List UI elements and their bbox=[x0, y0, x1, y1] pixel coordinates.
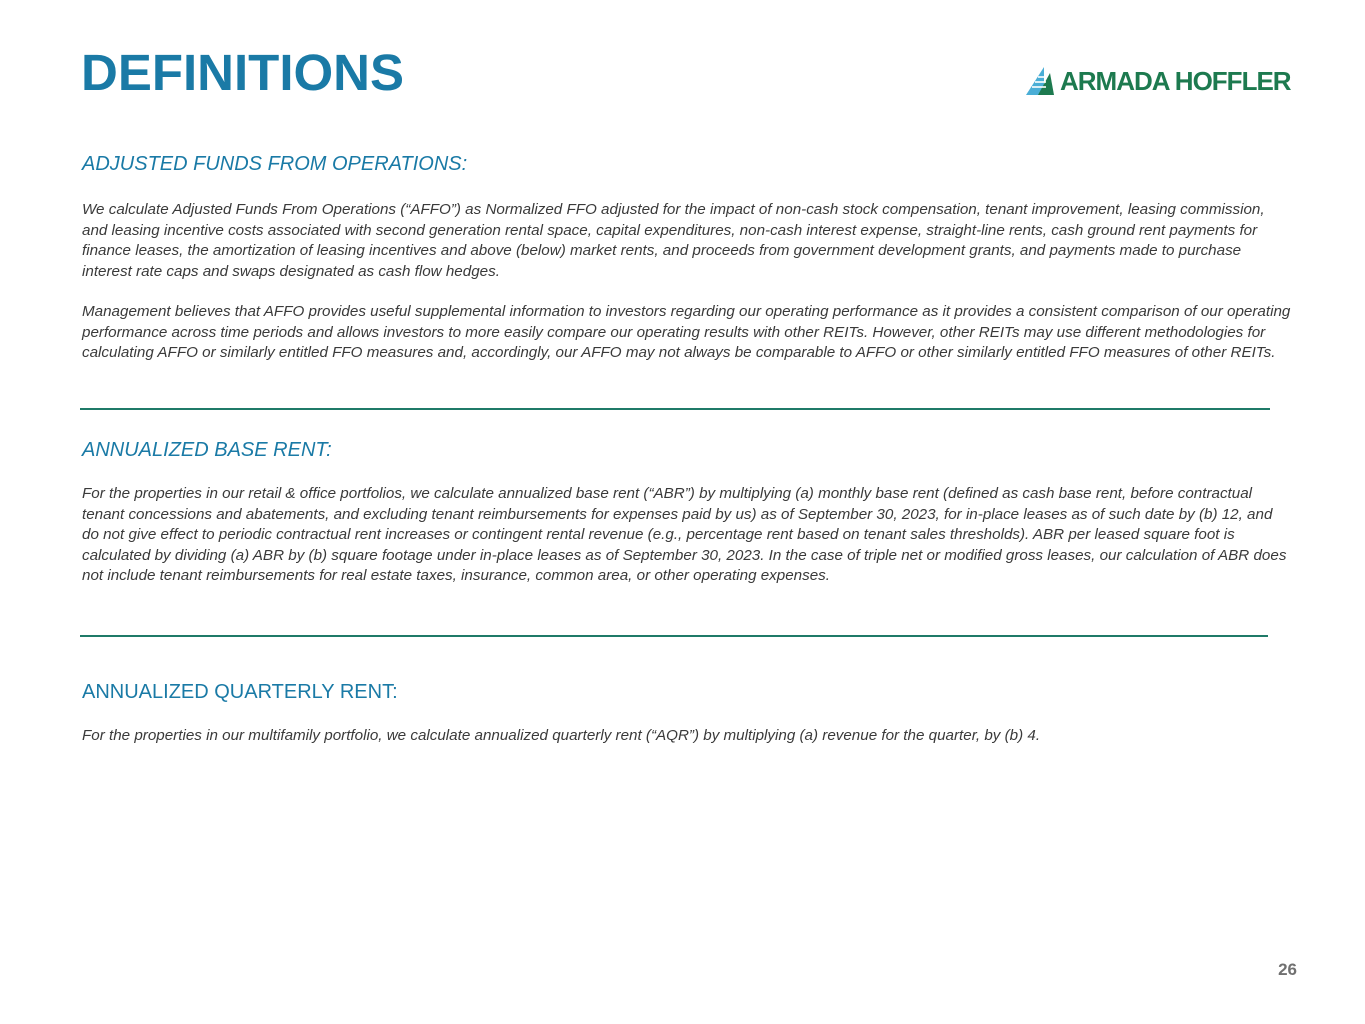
section-heading-abr: ANNUALIZED BASE RENT: bbox=[82, 439, 332, 461]
paragraph-affo-definition: We calculate Adjusted Funds From Operations (“AFFO”) as Normalized FFO adjusted for the impact of non-cash stock compensation, tenant improvement, leasing commission, and leasing incentive costs associated with second generation rental space, capital expenditures, non-cash interest expense, straight-line rents, cash ground rent payments for finance leases, the amortization of leasing incentives and above (below) market rents, and proceeds from government development grants, and payments made to purchase interest rate caps and swaps designated as cash flow hedges. bbox=[82, 201, 1265, 280]
armada-hoffler-logo-icon bbox=[1024, 65, 1056, 97]
paragraph-affo-management: Management believes that AFFO provides useful supplemental information to investors regarding our operating performance as it provides a consistent comparison of our operating performance across time periods and allows investors to more easily compare our operating results with other REITs. However, other REITs may use different methodologies for calculating AFFO or similarly entitled FFO measures and, accordingly, our AFFO may not always be comparable to AFFO or other similarly entitled FFO measures of other REITs. bbox=[82, 303, 1291, 362]
paragraph-aqr-definition: For the properties in our multifamily portfolio, we calculate annualized quarterly rent (“AQR”) by multiplying (a) revenue for the quarter, by (b) 4. bbox=[82, 727, 1041, 744]
section-divider bbox=[80, 635, 1268, 637]
section-heading-aqr: ANNUALIZED QUARTERLY RENT: bbox=[82, 681, 398, 703]
section-divider bbox=[80, 408, 1270, 410]
logo-text: ARMADA HOFFLER bbox=[1060, 66, 1291, 96]
section-heading-affo: ADJUSTED FUNDS FROM OPERATIONS: bbox=[82, 153, 468, 175]
company-logo bbox=[1024, 64, 1291, 98]
page-title: DEFINITIONS bbox=[81, 44, 405, 101]
page-number: 26 bbox=[1278, 960, 1297, 979]
paragraph-abr-definition: For the properties in our retail & office portfolios, we calculate annualized base rent (“ABR”) by multiplying (a) monthly base rent (defined as cash base rent, before contractual tenant concessions and abatements, and excluding tenant reimbursements for expenses paid by us) as of September 30, 2023, for in-place leases as of such date by (b) 12, and do not give effect to periodic contractual rent increases or contingent rental revenue (e.g., percentage rent based on tenant sales thresholds). ABR per leased square foot is calculated by dividing (a) ABR by (b) square footage under in-place leases as of September 30, 2023. In the case of triple net or modified gross leases, our calculation of ABR does not include tenant reimbursements for real estate taxes, insurance, common area, or other operating expenses. bbox=[82, 485, 1287, 585]
